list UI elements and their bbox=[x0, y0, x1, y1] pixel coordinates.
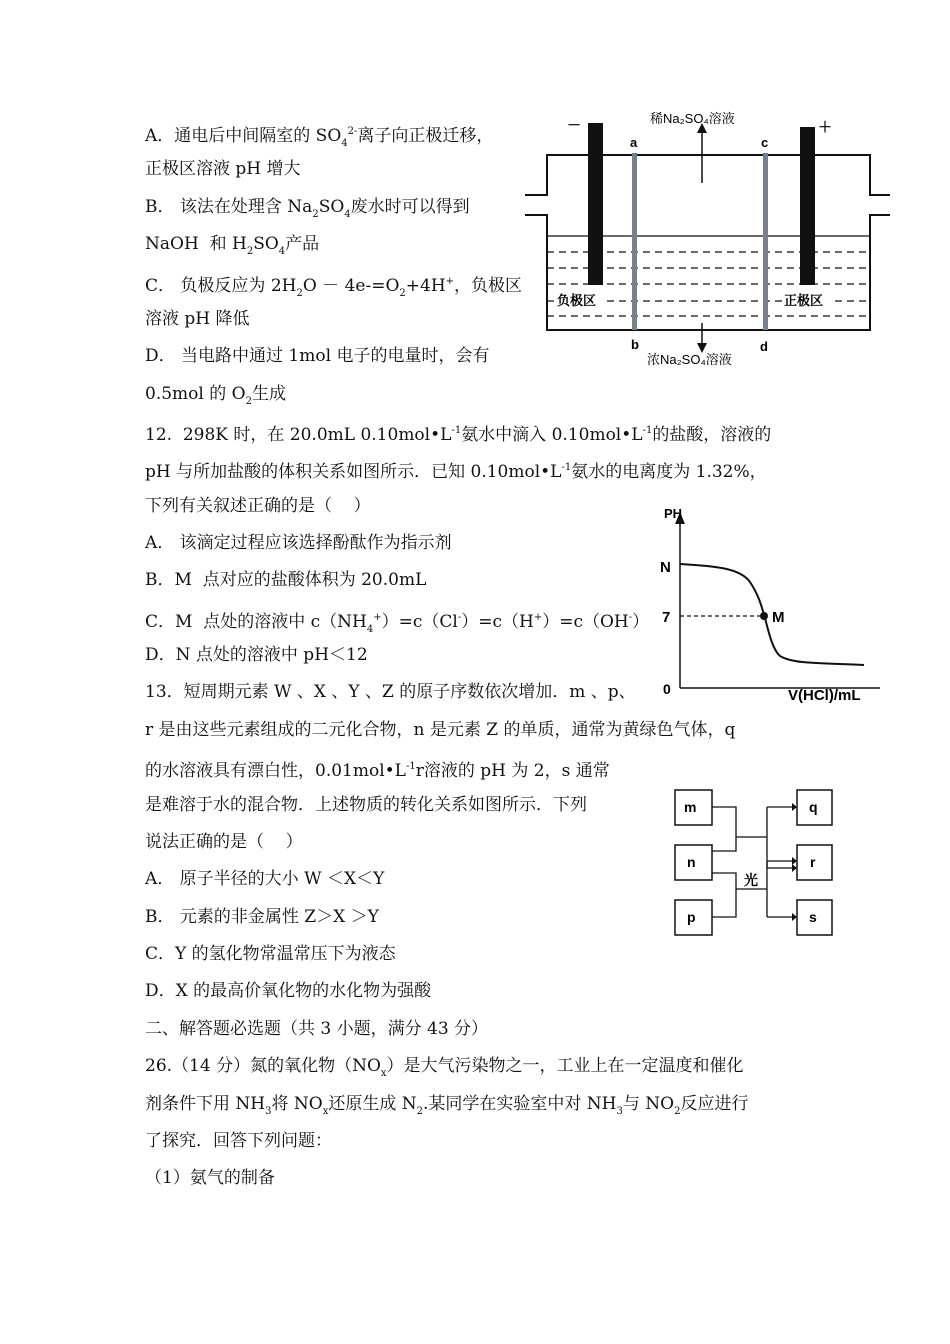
q13-option-a: A． 原子半径的大小 W ＜X＜Y bbox=[145, 869, 385, 889]
tick-7-label: 7 bbox=[662, 609, 671, 626]
electrolysis-cell-diagram bbox=[525, 105, 895, 370]
section-2-heading: 二、解答题必选题（共 3 小题，满分 43 分） bbox=[145, 1019, 489, 1039]
concentrated-solution-label: 浓Na₂SO₄溶液 bbox=[647, 352, 732, 367]
q26-line4: （1）氨气的制备 bbox=[145, 1168, 275, 1188]
label-m: m bbox=[684, 799, 697, 815]
q11-option-a-line2: 正极区溶液 pH 增大 bbox=[145, 159, 301, 179]
titration-curve-graph bbox=[655, 500, 895, 710]
q11-option-d-line2: 0.5mol 的 $O_2$生成 bbox=[145, 384, 286, 407]
q13-stem-line4: 是难溶于水的混合物．上述物质的转化关系如图所示．下列 bbox=[145, 795, 587, 815]
q13-stem-line1: 13．短周期元素 W 、X 、Y 、Z 的原子序数依次增加．m 、p、 bbox=[145, 682, 636, 702]
q11-option-b-line1: B． 该法在处理含 $Na_2SO_4$废水时可以得到 bbox=[145, 197, 470, 220]
q12-option-a: A． 该滴定过程应该选择酚酞作为指示剂 bbox=[145, 533, 452, 553]
negative-region-label: 负极区 bbox=[557, 293, 597, 308]
q12-stem-line2: pH 与所加盐酸的体积关系如图所示．已知 $0.10mol•L^{-1}$氨水的电离度为 1.32%， bbox=[145, 462, 767, 482]
label-n: n bbox=[687, 854, 696, 870]
minus-sign: － bbox=[567, 117, 581, 133]
q26-line1: 26.（14 分）氮的氧化物$(NO_x)$是大气污染物之一，工业上在一定温度和催化 bbox=[145, 1056, 744, 1079]
label-b: b bbox=[631, 337, 639, 352]
label-c: c bbox=[761, 135, 769, 150]
connector-lines bbox=[712, 807, 792, 917]
negative-electrode bbox=[588, 123, 603, 285]
label-q: q bbox=[809, 799, 818, 815]
positive-region-label: 正极区 bbox=[784, 293, 824, 308]
positive-electrode bbox=[800, 127, 815, 285]
membrane-ab bbox=[632, 153, 637, 330]
q13-stem-line5: 说法正确的是（ ） bbox=[145, 832, 303, 852]
label-r: r bbox=[810, 854, 816, 870]
q11-option-c-line1: C． 负极反应为 $2H_2O - 4e-=O_2+4H^+$，负极区 bbox=[145, 276, 523, 299]
q12-option-c: C．M 点处的溶液中 $c(NH_4^+)=c(Cl^-)=c(H^+)=c(OH^-)$ bbox=[145, 612, 650, 635]
q12-option-b: B．M 点对应的盐酸体积为 20.0mL bbox=[145, 570, 427, 590]
label-p: p bbox=[687, 909, 696, 925]
y-axis-label: PH bbox=[664, 506, 683, 521]
q13-option-d: D．X 的最高价氧化物的水化物为强酸 bbox=[145, 981, 432, 1001]
q13-option-b: B． 元素的非金属性 Z＞X ＞Y bbox=[145, 907, 379, 927]
origin-label: 0 bbox=[663, 681, 671, 697]
conversion-diagram bbox=[670, 785, 840, 945]
n-label: N bbox=[660, 559, 671, 576]
q12-stem-line3: 下列有关叙述正确的是（ ） bbox=[145, 496, 371, 516]
q26-line3: 了探究．回答下列问题： bbox=[145, 1131, 332, 1151]
q26-line2: 剂条件下用 $NH_3$将 $NO_x$还原生成 $N_2$.某同学在实验室中对 $NH_3$与 $NO_2$反应进行 bbox=[145, 1094, 749, 1117]
label-a: a bbox=[630, 135, 638, 150]
point-m bbox=[760, 612, 768, 620]
m-label: M bbox=[772, 609, 785, 626]
q11-option-a-line1: A．通电后中间隔室的 $SO_4^{2-}$离子向正极迁移， bbox=[145, 126, 494, 149]
plus-sign: ＋ bbox=[818, 119, 832, 135]
q12-stem-line1: 12. 298K 时，在 20.0mL $0.10mol•L^{-1}$氨水中滴入 $0.10mol•L^{-1}$的盐酸，溶液的 bbox=[145, 425, 772, 445]
label-d: d bbox=[760, 339, 768, 354]
dilute-solution-label: 稀Na₂SO₄溶液 bbox=[650, 111, 735, 126]
q11-option-b-line2: NaOH 和 $H_2SO_4$产品 bbox=[145, 234, 320, 257]
q13-option-c: C．Y 的氢化物常温常压下为液态 bbox=[145, 944, 396, 964]
membrane-cd bbox=[763, 153, 768, 330]
q12-option-d: D．N 点处的溶液中 pH＜12 bbox=[145, 645, 368, 665]
x-axis-label: V(HCl)/mL bbox=[788, 687, 861, 704]
label-s: s bbox=[809, 909, 817, 925]
q13-stem-line2: r 是由这些元素组成的二元化合物，n 是元素 Z 的单质，通常为黄绿色气体，q bbox=[145, 720, 736, 740]
q11-option-d-line1: D． 当电路中通过 1mol 电子的电量时，会有 bbox=[145, 346, 490, 366]
light-label: 光 bbox=[744, 872, 758, 888]
q11-option-c-line2: 溶液 pH 降低 bbox=[145, 309, 250, 329]
q13-stem-line3: 的水溶液具有漂白性，$0.01mol•L^{-1}r$溶液的 pH 为 2，s 通常 bbox=[145, 761, 610, 781]
